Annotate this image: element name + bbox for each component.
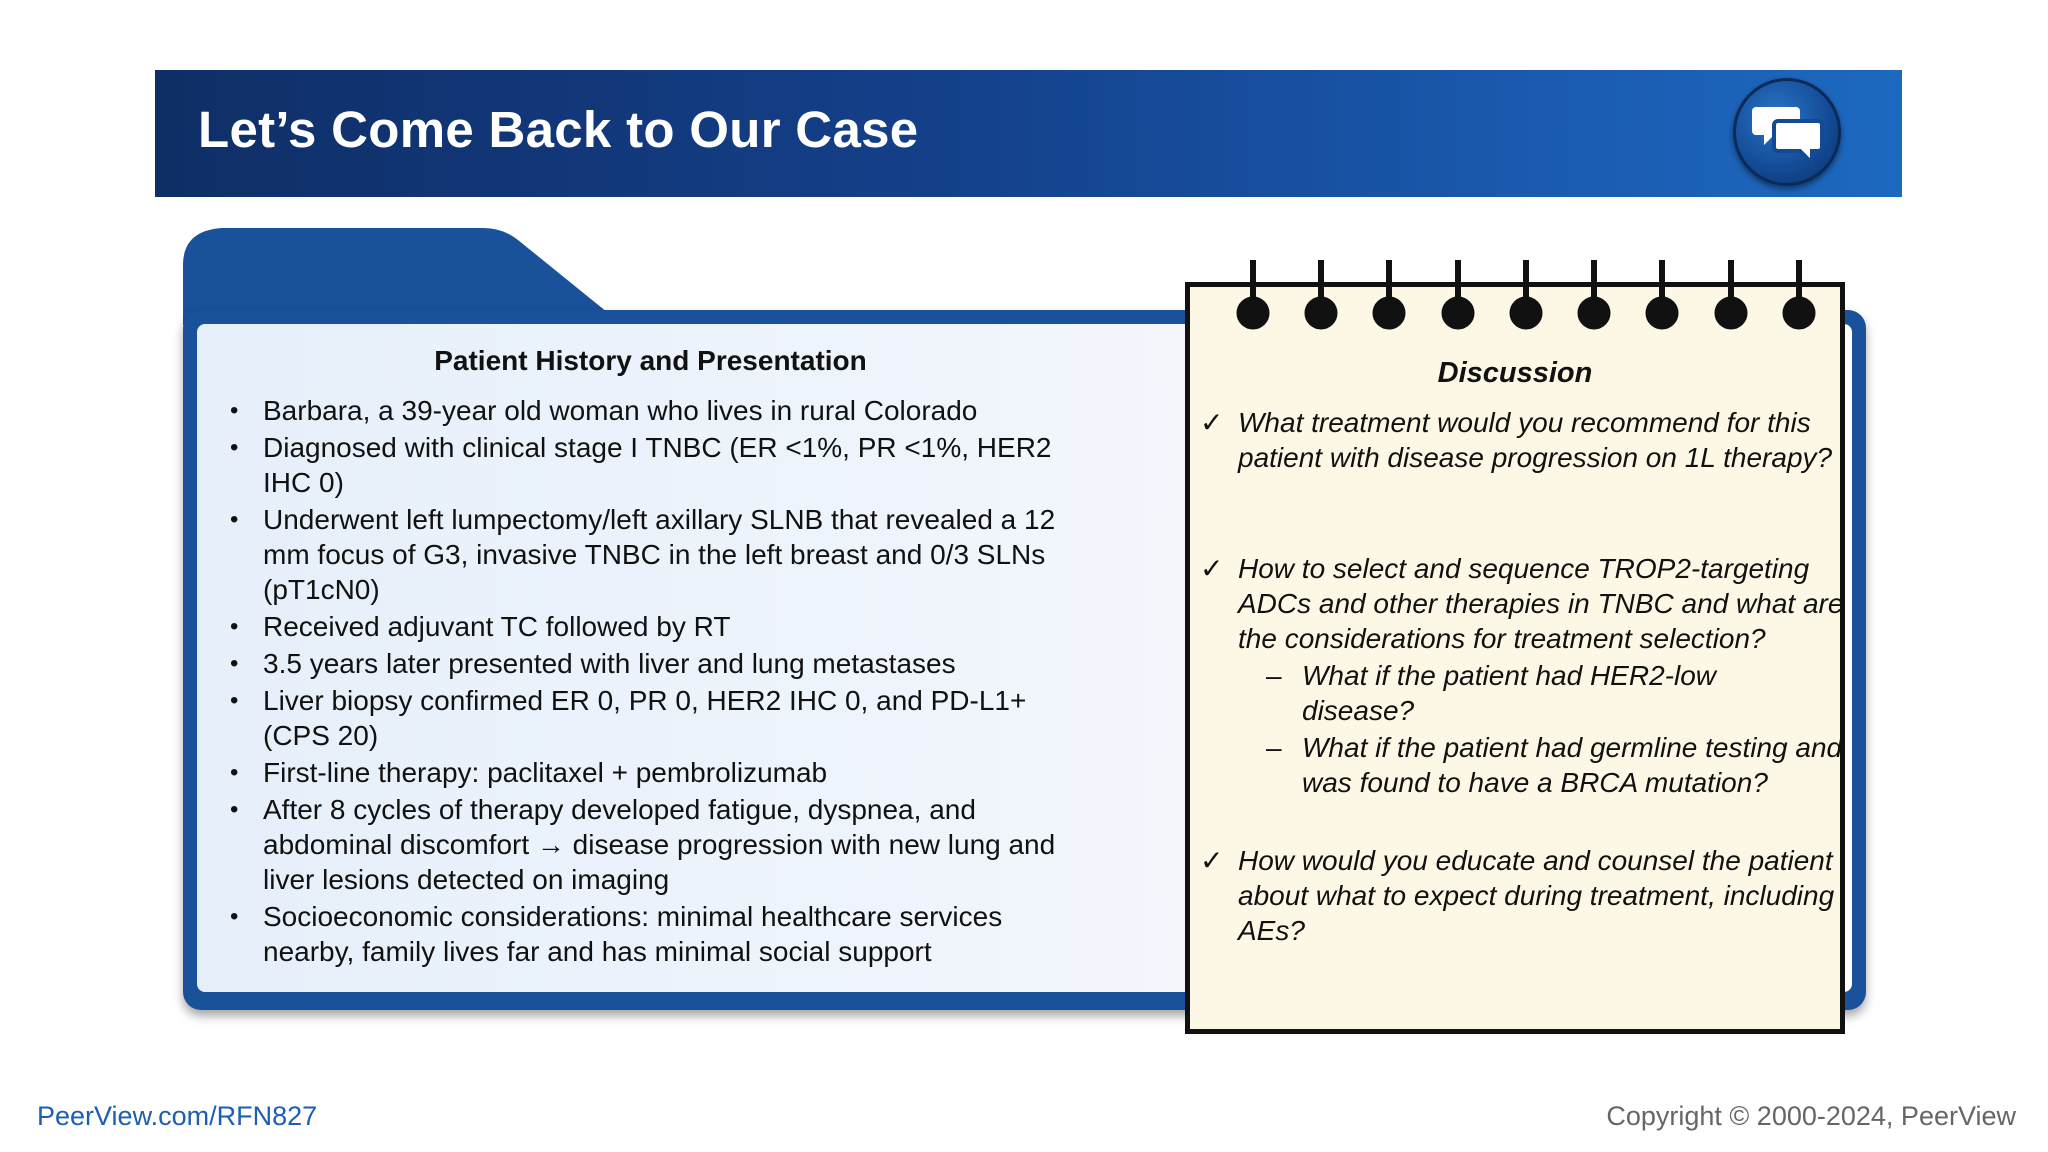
copyright-text: Copyright © 2000-2024, PeerView xyxy=(1606,1101,2016,1131)
discussion-question-text: How to select and sequence TROP2-targeting ADCs and other therapies in TNBC and what are the considerations for treatment selection? xyxy=(1238,553,1844,654)
history-list xyxy=(230,393,1080,971)
dash-bullet: – xyxy=(1266,732,1282,763)
history-item: • Received adjuvant TC followed by RT xyxy=(230,609,1080,644)
checkmark-icon: ✓ xyxy=(1200,845,1224,876)
discussion-subquestion-text: What if the patient had germline testing and was found to have a BRCA mutation? xyxy=(1302,732,1843,798)
peerview-link[interactable]: PeerView.com/RFN827 xyxy=(37,1101,318,1131)
history-item: • Liver biopsy confirmed ER 0, PR 0, HER2 IHC 0, and PD-L1+ (CPS 20) xyxy=(230,683,1080,753)
history-item: • Underwent left lumpectomy/left axillary SLNB that revealed a 12 mm focus of G3, invasive TNBC in the left breast and 0/3 SLNs (pT1cN0) xyxy=(230,502,1080,607)
history-item: • Diagnosed with clinical stage I TNBC (ER <1%, PR <1%, HER2 IHC 0) xyxy=(230,430,1080,500)
checkmark-icon: ✓ xyxy=(1200,407,1224,438)
discussion-subquestion xyxy=(1266,658,1762,728)
title-bar xyxy=(155,70,1902,197)
discussion-question xyxy=(1200,551,1860,800)
discussion-question xyxy=(1200,843,1860,948)
history-item: • Barbara, a 39-year old woman who lives in rural Colorado xyxy=(230,393,1080,428)
history-item: • After 8 cycles of therapy developed fatigue, dyspnea, and abdominal discomfort → disease progression with new lung and liver lesions detected on imaging xyxy=(230,792,1080,897)
discussion-subquestion xyxy=(1266,730,1858,800)
history-heading: Patient History and Presentation xyxy=(434,345,867,376)
history-item: • Socioeconomic considerations: minimal healthcare services nearby, family lives far and has minimal social support xyxy=(230,899,1080,969)
checkmark-icon: ✓ xyxy=(1200,553,1224,584)
history-item: • First-line therapy: paclitaxel + pembrolizumab xyxy=(230,755,1080,790)
discussion-question xyxy=(1200,405,1860,475)
history-item: • 3.5 years later presented with liver and lung metastases xyxy=(230,646,1080,681)
discussion-question-text: How would you educate and counsel the patient about what to expect during treatment, including AEs? xyxy=(1238,845,1835,946)
slide-title: Let’s Come Back to Our Case xyxy=(198,101,919,158)
chat-bubbles-icon xyxy=(1733,78,1841,186)
discussion-question-text: What treatment would you recommend for this patient with disease progression on 1L therapy? xyxy=(1238,407,1833,473)
discussion-heading: Discussion xyxy=(1437,357,1593,389)
notepad-spiral-rings xyxy=(1185,258,1845,338)
discussion-subquestion-text: What if the patient had HER2-low disease? xyxy=(1302,660,1716,726)
dash-bullet: – xyxy=(1266,660,1282,691)
